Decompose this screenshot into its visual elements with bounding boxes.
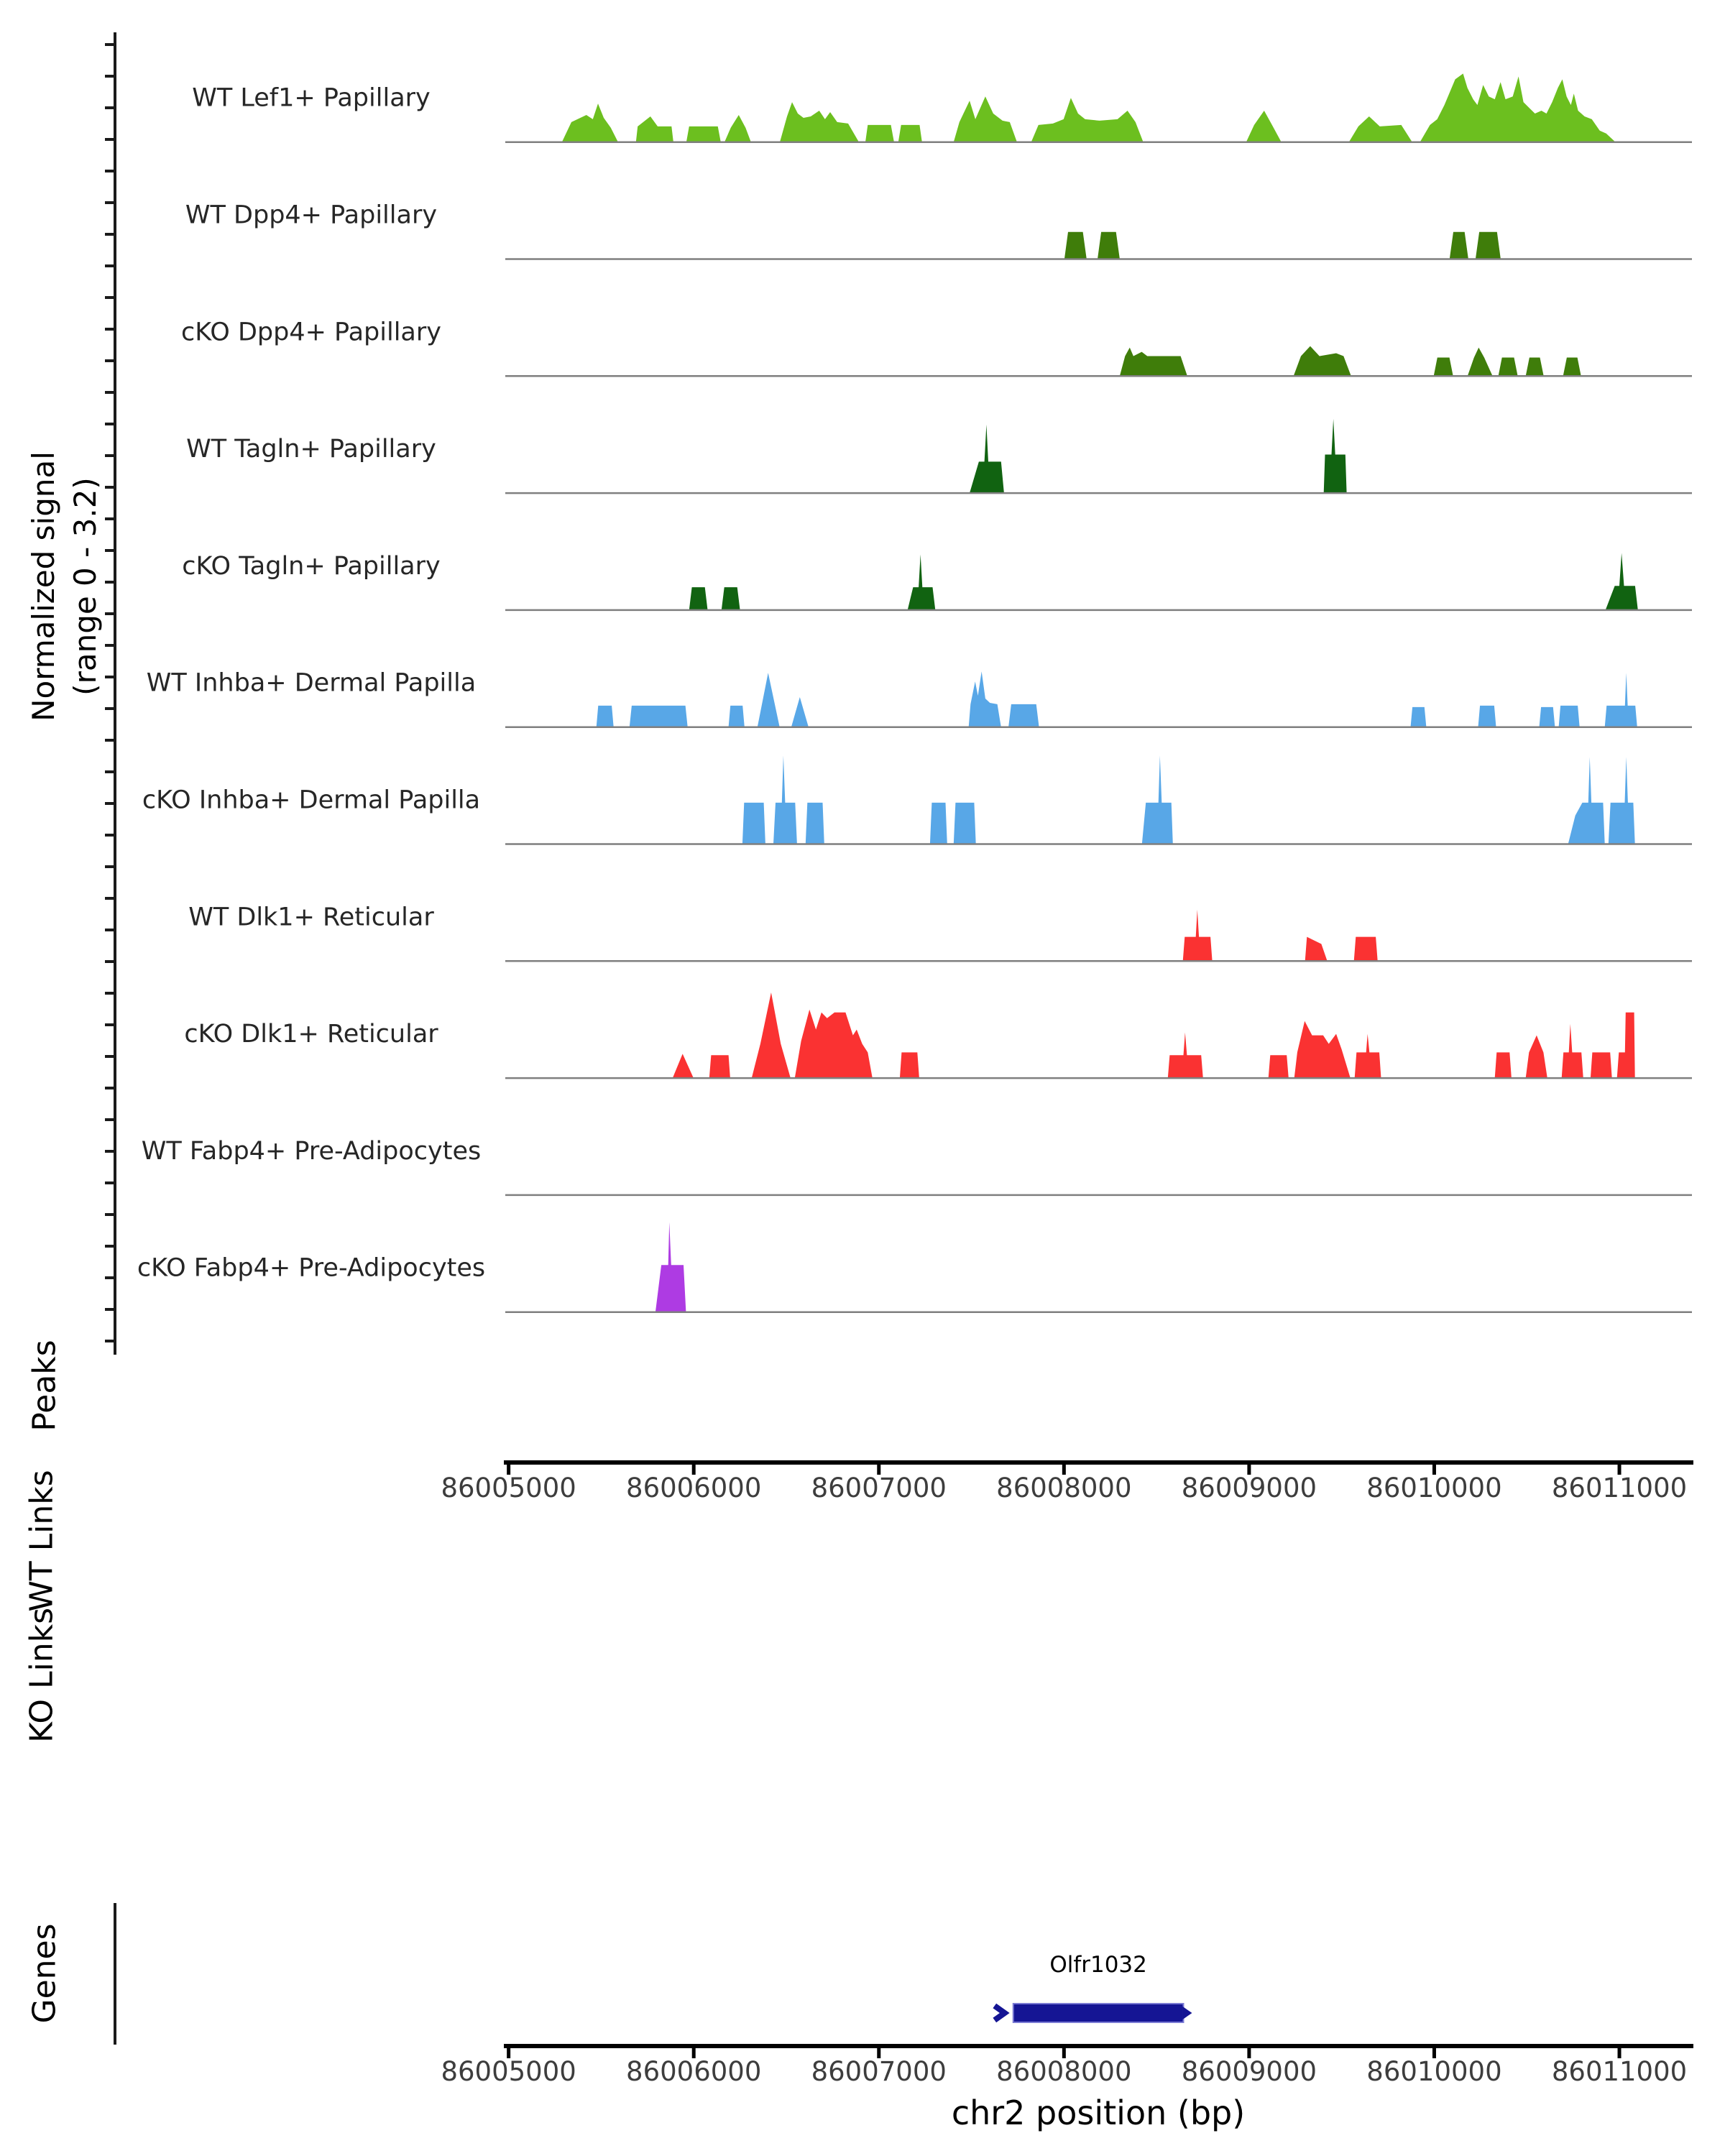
y-axis-label-line2: (range 0 - 3.2) [68,477,103,696]
signal-peak-area [1246,111,1282,142]
peaks-tick-label: 86009000 [1181,1473,1317,1503]
track-label: WT Tagln+ Papillary [186,435,436,464]
signal-peak-area [954,96,1017,142]
position-tick-label: 86011000 [1551,2056,1688,2087]
position-tick-label: 86005000 [441,2056,576,2087]
track-label: cKO Fabp4+ Pre-Adipocytes [137,1253,486,1283]
signal-peak-area [1098,232,1120,259]
signal-peak-area [636,116,673,142]
signal-peak-area [1499,358,1518,377]
signal-peak-area [1478,706,1496,727]
signal-peak-area [709,1055,730,1078]
signal-peak-area [1120,348,1187,377]
signal-peak-area [742,803,765,844]
signal-peak-area [758,673,780,727]
position-tick-label: 86010000 [1366,2056,1502,2087]
track-label: WT Inhba+ Dermal Papilla [146,668,477,698]
track-wt-fabp4-pre-adipocytes [142,1137,1692,1195]
signal-peak-area [1434,358,1453,377]
track-wt-tagln-papillary [186,419,1692,493]
track-label: WT Lef1+ Papillary [192,83,431,113]
gene-arrow-tip-icon [1182,2007,1192,2019]
gene-olfr1032 [995,1952,1192,2022]
track-wt-lef1-papillary [192,73,1692,142]
signal-peak-area [806,803,824,844]
signal-peak-area [1411,707,1427,727]
signal-peak-area [1349,116,1412,142]
track-cko-tagln-papillary [182,552,1692,610]
signal-peak-area [970,425,1004,493]
signal-peak-area [1294,346,1351,377]
signal-peak-area [1559,706,1580,727]
signal-peak-area [729,706,745,727]
signal-peak-area [1526,1036,1547,1079]
track-label: cKO Dpp4+ Papillary [181,318,441,347]
signal-peak-area [1606,553,1638,610]
gene-strand-chevron-icon [995,2006,1005,2020]
signal-peak-area [1605,673,1637,727]
signal-peak-area [954,803,976,844]
track-cko-dlk1-reticular [184,992,1692,1078]
signal-peak-area [1031,98,1144,142]
signal-peak-area [1617,1013,1635,1078]
y-axis-label-line1: Normalized signal [26,451,62,722]
signal-peak-area [1568,757,1605,844]
signal-peak-area [1468,348,1493,377]
signal-peak-area [1168,1033,1203,1079]
peaks-tick-label: 86011000 [1551,1473,1688,1503]
signal-peak-area [930,803,947,844]
signal-peak-area [562,103,618,142]
signal-peak-area [1324,419,1347,493]
signal-peak-area [1064,232,1087,259]
signal-peak-area [1450,232,1468,259]
peaks-tick-label: 86007000 [811,1473,947,1503]
track-cko-dpp4-papillary [181,318,1692,376]
position-tick-label: 86009000 [1181,2056,1317,2087]
peaks-tick-label: 86008000 [996,1473,1132,1503]
signal-peak-area [1183,910,1213,962]
signal-peak-area [865,125,894,142]
signal-peak-area [689,587,708,610]
track-wt-dlk1-reticular [188,903,1692,961]
signal-peak-area [722,587,740,610]
signal-peak-area [780,102,859,142]
signal-peak-area [1540,707,1555,727]
signal-peak-area [969,671,1039,727]
track-label: WT Dlk1+ Reticular [188,903,434,932]
signal-peak-area [1294,1021,1351,1078]
track-wt-inhba-dermal-papilla [147,669,1692,727]
section-label-genes: Genes [26,1923,63,2024]
signal-peak-area [1354,937,1378,962]
x-axis-title: chr2 position (bp) [951,2093,1246,2132]
track-cko-inhba-dermal-papilla [142,755,1692,844]
track-label: cKO Tagln+ Papillary [182,551,441,581]
gene-body [1013,2004,1184,2022]
position-tick-label: 86006000 [626,2056,762,2087]
peaks-tick-label: 86010000 [1366,1473,1502,1503]
section-label-wt-links: WT Links [23,1470,60,1612]
section-label-ko-links: KO Links [23,1607,60,1743]
gene-name-label: Olfr1032 [1049,1952,1147,1978]
signal-peak-area [1269,1055,1289,1078]
section-label-peaks: Peaks [26,1340,63,1432]
position-tick-label: 86007000 [811,2056,947,2087]
track-label: cKO Inhba+ Dermal Papilla [142,786,481,815]
signal-peak-area [1305,937,1328,962]
track-cko-fabp4-pre-adipocytes [137,1222,1692,1312]
signal-peak-area [752,992,791,1078]
track-label: cKO Dlk1+ Reticular [184,1020,438,1049]
position-tick-label: 86008000 [996,2056,1132,2087]
signal-peak-area [795,1010,873,1078]
signal-peak-area [773,755,797,844]
signal-peak-area [908,555,936,610]
track-label: WT Dpp4+ Papillary [185,201,438,230]
signal-peak-area [1476,232,1501,259]
signal-peak-area [1420,73,1616,142]
track-wt-dpp4-papillary [185,201,1692,259]
signal-peak-area [686,126,721,142]
signal-peak-area [630,706,688,727]
signal-peak-area [1142,755,1173,844]
signal-peak-area [898,125,922,142]
peaks-tick-label: 86006000 [626,1473,762,1503]
signal-peak-area [1562,1024,1583,1078]
signal-peak-area [791,697,809,727]
signal-peak-area [673,1054,694,1078]
signal-peak-area [900,1052,919,1078]
signal-peak-area [1526,358,1544,377]
track-label: WT Fabp4+ Pre-Adipocytes [141,1136,482,1166]
signal-peak-area [1495,1052,1512,1078]
signal-peak-area [656,1222,686,1312]
signal-peak-area [597,706,614,727]
signal-peak-area [1609,757,1635,844]
peaks-tick-label: 86005000 [441,1473,576,1503]
signal-peak-area [724,115,751,142]
signal-peak-area [1563,358,1581,377]
y-axis-label [23,451,106,722]
signal-peak-area [1355,1034,1381,1079]
signal-peak-area [1591,1052,1612,1078]
